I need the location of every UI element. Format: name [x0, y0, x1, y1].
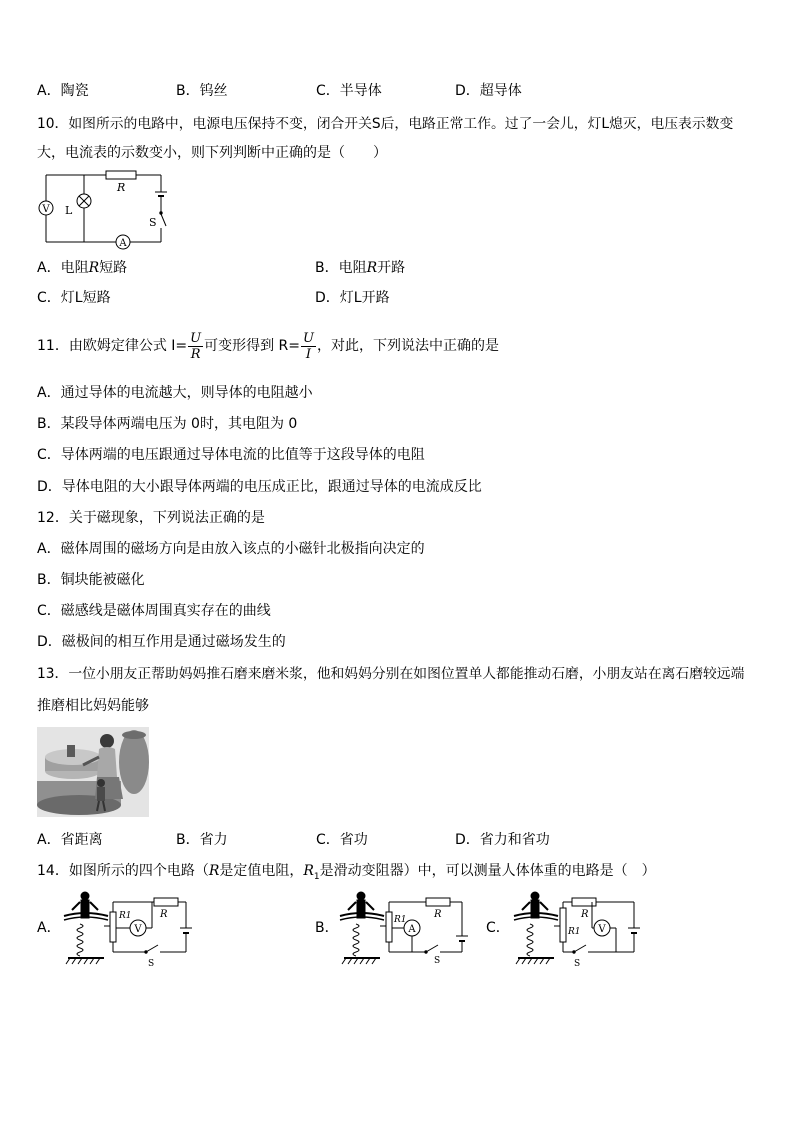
q9-option-a: A．陶瓷 — [37, 83, 89, 99]
q9-option-c: C．半导体 — [316, 83, 382, 99]
q14-b-meter-label: A — [408, 924, 416, 935]
q10-option-b: B．电阻R开路 — [315, 260, 406, 276]
q9-option-b: B．钨丝 — [176, 83, 228, 99]
q10-lamp-label: L — [65, 204, 73, 217]
q10-stem-line1: 10．如图所示的电路中，电源电压保持不变，闭合开关S后，电路正常工作。过了一会儿，灯L熄灭，电压表示数变 — [37, 116, 734, 132]
q11-option-a: A．通过导体的电流越大，则导体的电阻越小 — [37, 385, 313, 401]
q11-option-d: D．导体电阻的大小跟导体两端的电压成正比，跟通过导体的电流成反比 — [37, 479, 482, 495]
q11-fraction-1: $\frac{U}{R}$ — [190, 330, 202, 362]
q12-stem: 12．关于磁现象，下列说法正确的是 — [37, 510, 265, 526]
q14-c-switch-label: S — [574, 959, 581, 968]
q10-option-c: C．灯L短路 — [37, 290, 111, 306]
q14-option-a-label: A． — [37, 920, 61, 936]
q14-option-b-label: B． — [315, 920, 339, 936]
q14-circuit-c — [512, 890, 642, 968]
q12-option-b: B．铜块能被磁化 — [37, 572, 145, 588]
q13-option-c: C．省功 — [316, 832, 368, 848]
q14-circuit-b — [338, 890, 468, 968]
q14-stem: 14．如图所示的四个电路（R是定值电阻，$R_1$是滑动变阻器）中，可以测量人体体重的电路是（ ） — [37, 863, 656, 882]
q13-option-b: B．省力 — [176, 832, 228, 848]
q10-switch-label: S — [149, 216, 157, 229]
q11-fraction-2: $\frac{U}{I}$ — [303, 330, 314, 362]
q14-option-c-label: C． — [486, 920, 510, 936]
q12-option-a: A．磁体周围的磁场方向是由放入该点的小磁针北极指向决定的 — [37, 541, 425, 557]
q10-voltmeter-label: V — [42, 204, 50, 215]
q10-circuit-diagram — [33, 170, 173, 252]
q14-a-switch-label: S — [148, 959, 155, 968]
q14-circuit-a — [62, 890, 192, 968]
q10-option-d: D．灯L开路 — [315, 290, 390, 306]
q10-ammeter-label: A — [119, 238, 127, 249]
q14-b-switch-label: S — [434, 956, 441, 966]
q12-option-c: C．磁感线是磁体周围真实存在的曲线 — [37, 603, 271, 619]
q14-a-r1-label: R1 — [119, 911, 132, 921]
q10-option-a: A．电阻R短路 — [37, 260, 128, 276]
q9-option-d: D．超导体 — [455, 83, 522, 99]
q14-a-meter-label: V — [134, 924, 142, 935]
q13-option-d: D．省力和省功 — [455, 832, 550, 848]
q13-stem-line1: 13．一位小朋友正帮助妈妈推石磨来磨米浆，他和妈妈分别在如图位置单人都能推动石磨，小朋友站在离石磨较远端 — [37, 666, 745, 682]
q14-b-r1-label: R1 — [394, 915, 407, 925]
q13-stem-line2: 推磨相比妈妈能够 — [37, 698, 149, 714]
q13-option-a: A．省距离 — [37, 832, 103, 848]
q14-c-r1-label: R1 — [568, 927, 581, 937]
q14-c-meter-label: V — [598, 924, 606, 935]
q14-a-r-label: R — [160, 909, 168, 920]
q11-option-c: C．导体两端的电压跟通过导体电流的比值等于这段导体的电阻 — [37, 447, 425, 463]
q10-resistor-label: R — [117, 181, 126, 194]
q14-c-r-label: R — [581, 909, 589, 920]
q14-b-r-label: R — [434, 909, 442, 920]
q11-stem: 11．由欧姆定律公式 I= $\frac{U}{R}$ 可变形得到 R= $\frac{U}{I}$ ，对此，下列说法中正确的是 — [37, 330, 499, 362]
q13-millstone-photo — [37, 727, 149, 817]
q10-stem-line2: 大，电流表的示数变小，则下列判断中正确的是（ ） — [37, 145, 387, 161]
q11-option-b: B．某段导体两端电压为 0时，其电阻为 0 — [37, 416, 298, 432]
q12-option-d: D．磁极间的相互作用是通过磁场发生的 — [37, 634, 286, 650]
